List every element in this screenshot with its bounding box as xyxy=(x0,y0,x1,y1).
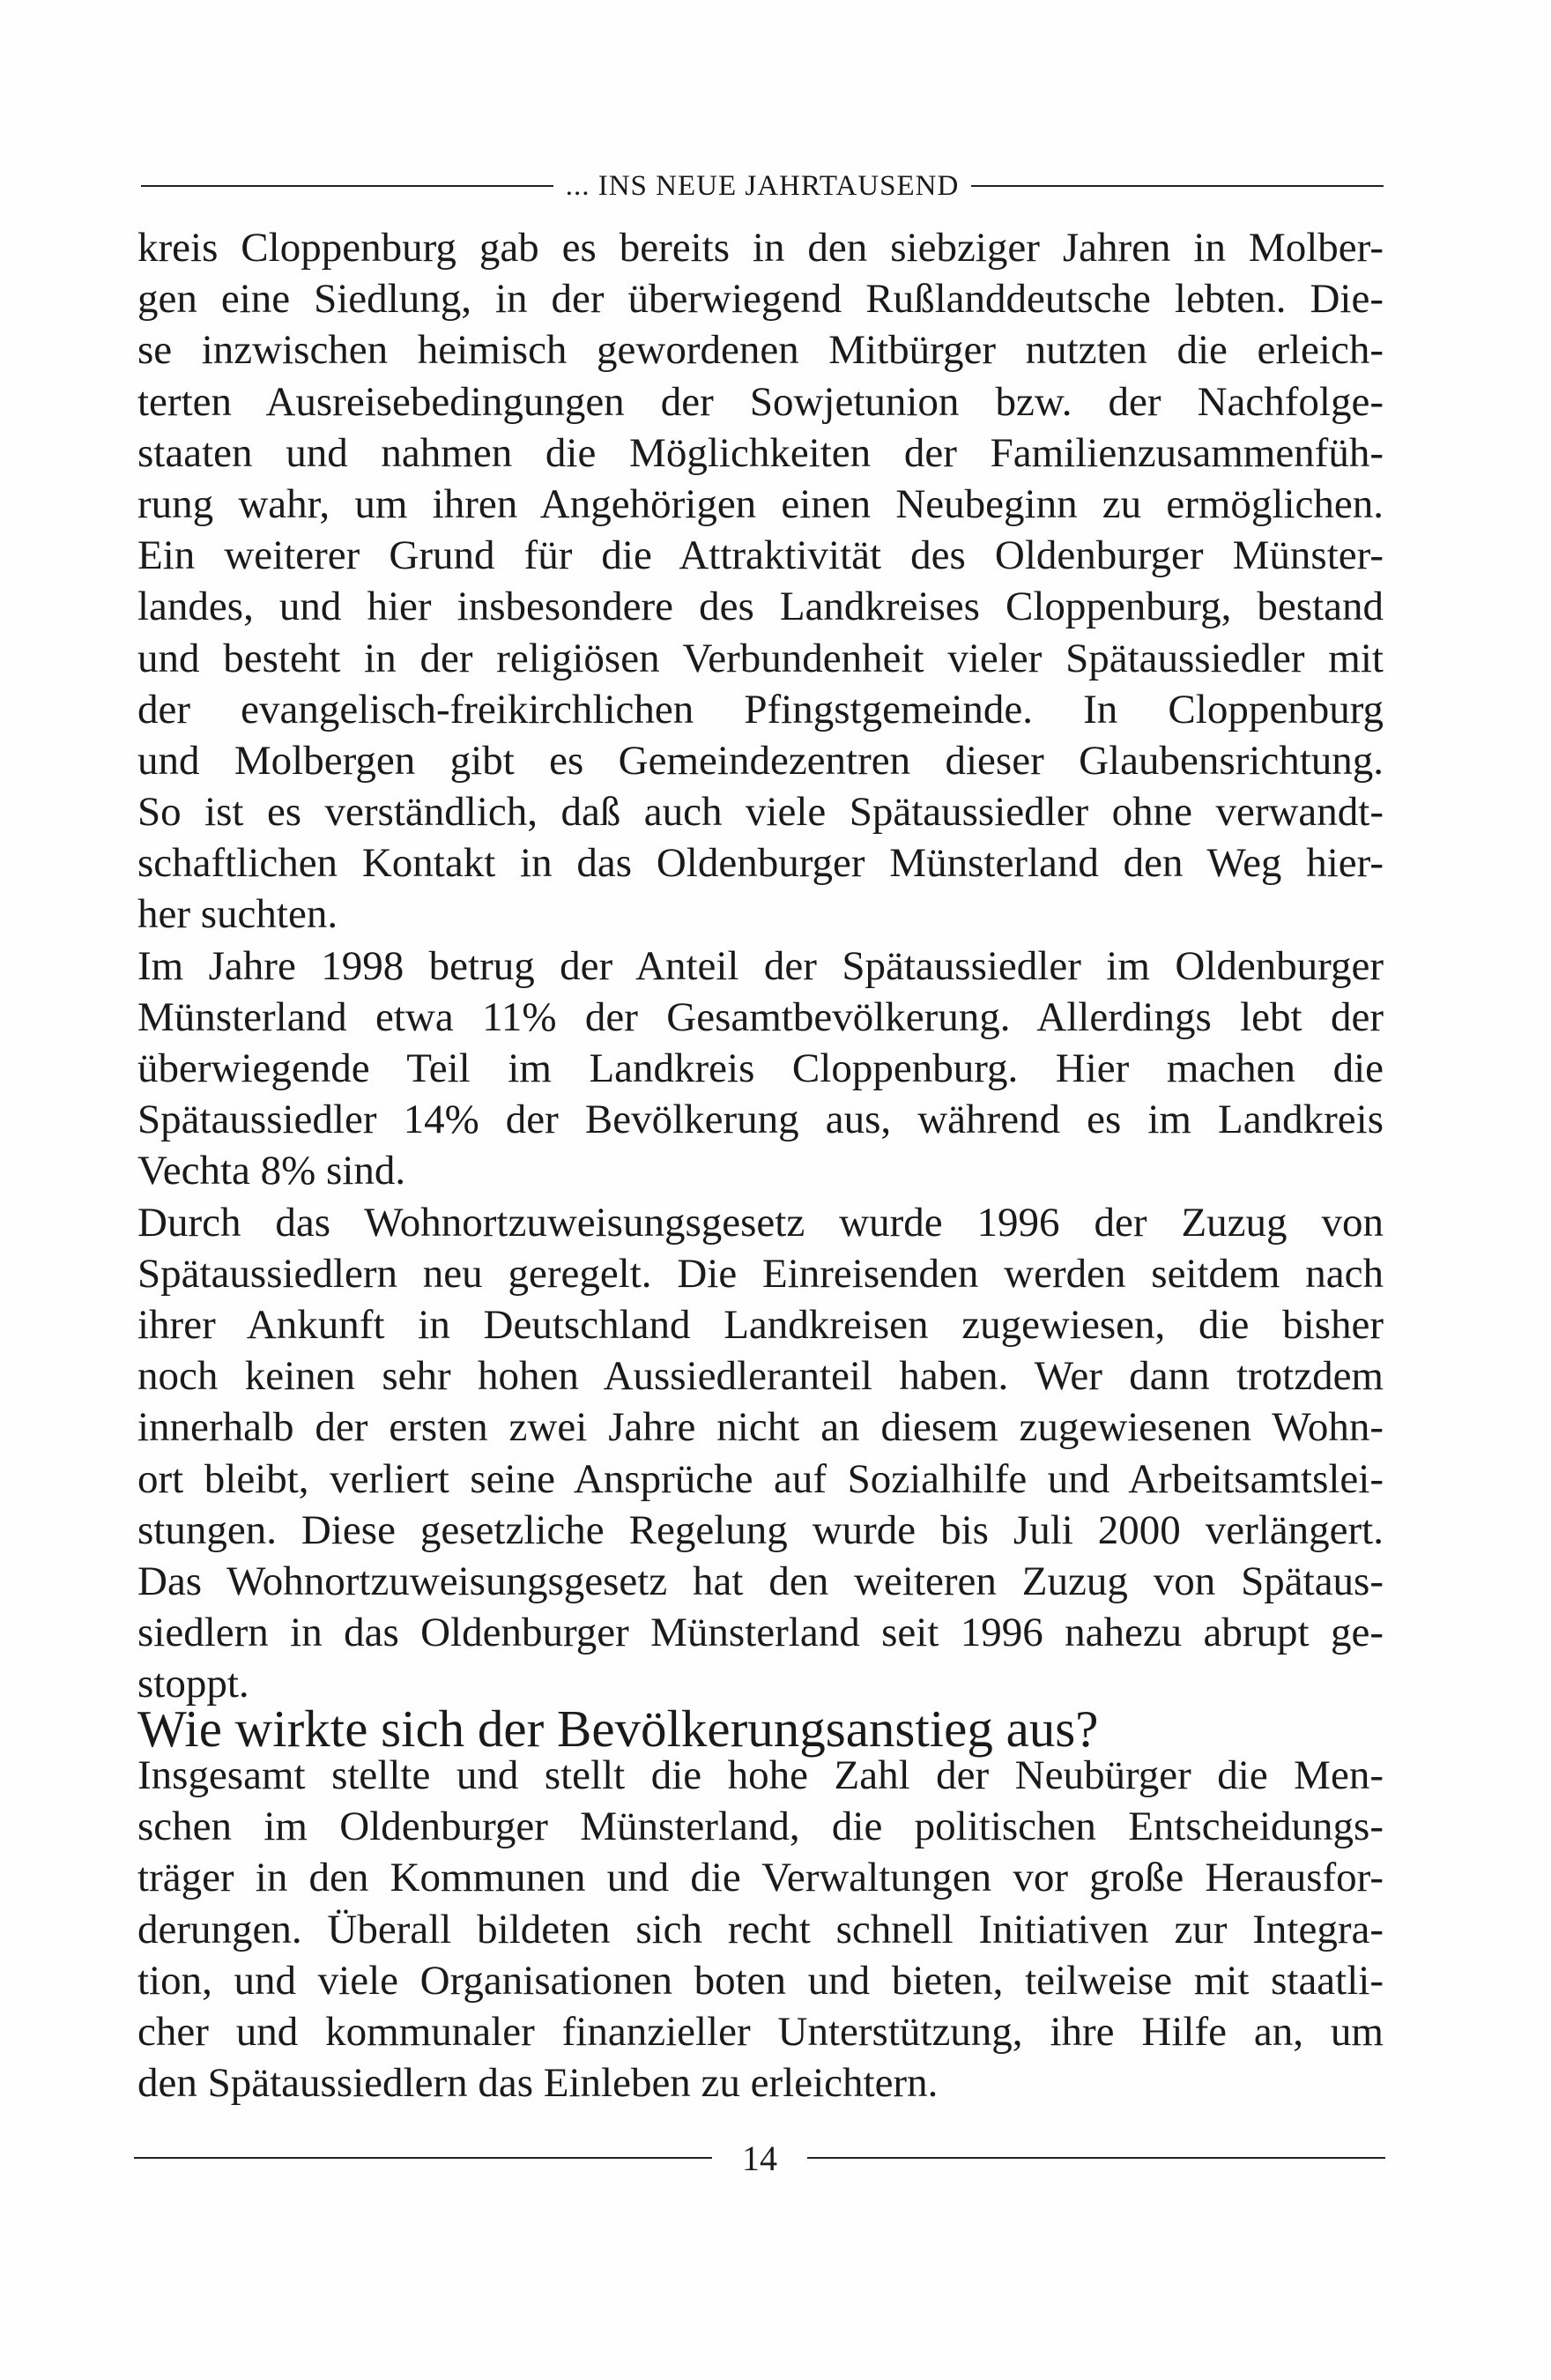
text-line: terten Ausreisebedingungen der Sowjetunion bzw. der Nachfolge- xyxy=(137,378,1384,425)
text-line: und Molbergen gibt es Gemeindezentren dieser Glaubensrichtung. xyxy=(137,737,1384,784)
text-line: Münsterland etwa 11% der Gesamtbevölkerung. Allerdings lebt der xyxy=(137,993,1384,1040)
text-line: cher und kommunaler finanzieller Unterstützung, ihre Hilfe an, um xyxy=(137,2008,1384,2055)
footer-rule-left xyxy=(134,2157,712,2159)
text-line: überwiegende Teil im Landkreis Cloppenburg. Hier machen die xyxy=(137,1045,1384,1091)
text-line: gen eine Siedlung, in der überwiegend Rußlanddeutsche lebten. Die- xyxy=(137,276,1384,323)
text-line: Insgesamt stellte und stellt die hohe Zahl der Neubürger die Men- xyxy=(137,1752,1384,1798)
paragraph-end-line: her suchten. xyxy=(137,891,338,938)
body-text xyxy=(137,222,1384,1709)
section-heading: Wie wirkte sich der Bevölkerungsanstieg aus? xyxy=(137,1699,1099,1758)
text-line: träger in den Kommunen und die Verwaltungen vor große Herausfor- xyxy=(137,1855,1384,1901)
text-line: schaftlichen Kontakt in das Oldenburger Münsterland den Weg hier- xyxy=(137,840,1384,887)
text-line: der evangelisch-freikirchlichen Pfingstgemeinde. In Cloppenburg xyxy=(137,686,1384,733)
running-head-title: ... INS NEUE JAHRTAUSEND xyxy=(565,169,960,202)
running-head-rule-right xyxy=(971,185,1384,187)
footer-rule-right xyxy=(807,2157,1385,2159)
page-footer xyxy=(134,2133,1385,2183)
text-line: se inzwischen heimisch gewordenen Mitbürger nutzten die erleich- xyxy=(137,327,1384,374)
text-line: Spätaussiedlern neu geregelt. Die Einreisenden werden seitdem nach xyxy=(137,1250,1384,1297)
text-line: tion, und viele Organisationen boten und bieten, teilweise mit staatli- xyxy=(137,1957,1384,2004)
text-line: Im Jahre 1998 betrug der Anteil der Spätaussiedler im Oldenburger xyxy=(137,942,1384,989)
text-line: derungen. Überall bildeten sich recht schnell Initiativen zur Integra- xyxy=(137,1906,1384,1952)
text-line: rung wahr, um ihren Angehörigen einen Neubeginn zu ermöglichen. xyxy=(137,480,1384,527)
text-line: innerhalb der ersten zwei Jahre nicht an diesem zugewiesenen Wohn- xyxy=(137,1404,1384,1451)
text-line: Das Wohnortzuweisungsgesetz hat den weiteren Zuzug von Spätaus- xyxy=(137,1558,1384,1604)
paragraph-end-line: Vechta 8% sind. xyxy=(137,1148,406,1194)
text-line: noch keinen sehr hohen Aussiedleranteil haben. Wer dann trotzdem xyxy=(137,1353,1384,1400)
running-head-rule-left xyxy=(141,185,553,187)
text-line: So ist es verständlich, daß auch viele Spätaussiedler ohne verwandt- xyxy=(137,789,1384,836)
text-line: und besteht in der religiösen Verbundenheit vieler Spätaussiedler mit xyxy=(137,635,1384,681)
text-line: stungen. Diese gesetzliche Regelung wurde bis Juli 2000 verlängert. xyxy=(137,1506,1384,1553)
paragraph-end-line: den Spätaussiedlern das Einleben zu erleichtern. xyxy=(137,2060,939,2107)
page-number: 14 xyxy=(742,2138,777,2178)
text-line: landes, und hier insbesondere des Landkreises Cloppenburg, bestand xyxy=(137,584,1384,630)
text-line: Ein weiterer Grund für die Attraktivität des Oldenburger Münster- xyxy=(137,532,1384,579)
text-line: kreis Cloppenburg gab es bereits in den siebziger Jahren in Molber- xyxy=(137,225,1384,271)
text-line: ihrer Ankunft in Deutschland Landkreisen zugewiesen, die bisher xyxy=(137,1301,1384,1348)
text-line: staaten und nahmen die Möglichkeiten der Familienzusammenfüh- xyxy=(137,429,1384,476)
section-text xyxy=(137,1750,1384,2109)
paragraph-end-line: stoppt. xyxy=(137,1661,249,1707)
running-head xyxy=(141,164,1384,208)
text-line: ort bleibt, verliert seine Ansprüche auf Sozialhilfe und Arbeitsamtslei- xyxy=(137,1455,1384,1502)
text-line: Spätaussiedler 14% der Bevölkerung aus, während es im Landkreis xyxy=(137,1097,1384,1143)
text-line: siedlern in das Oldenburger Münsterland seit 1996 nahezu abrupt ge- xyxy=(137,1610,1384,1656)
text-line: schen im Oldenburger Münsterland, die politischen Entscheidungs- xyxy=(137,1804,1384,1850)
text-line: Durch das Wohnortzuweisungsgesetz wurde 1996 der Zuzug von xyxy=(137,1199,1384,1246)
